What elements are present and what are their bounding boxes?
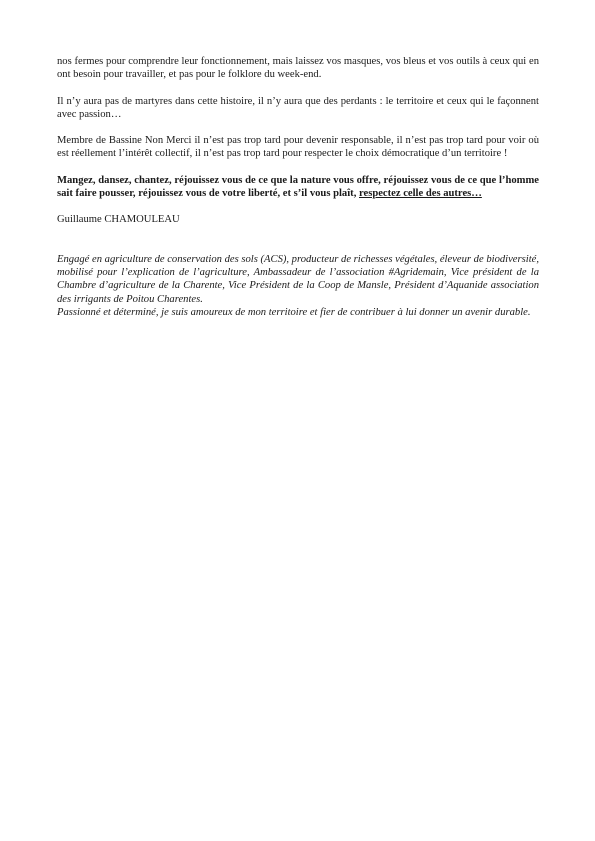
paragraph-intro: nos fermes pour comprendre leur fonctionnement, mais laissez vos masques, vos bleus et vos outils à ceux qui en ont besoin pour travailler, et pas pour le folklore du week-end. bbox=[57, 56, 539, 81]
conclusion-underlined-text: respectez celle des autres… bbox=[359, 187, 482, 199]
author-bio: Engagé en agriculture de conservation des sols (ACS), producteur de richesses végétales, éleveur de biodiversité, mobilisé pour l’explication de l’agriculture, Ambassadeur de l’association #Agridemain, Vice président de la Chambre d’agriculture de la Charente, Vice Président de la Coop de Mansle, Président d’Aquanide association des irrigants de Poitou Charentes. bbox=[57, 253, 539, 305]
paragraph-conclusion bbox=[57, 174, 539, 200]
paragraph-bassine: Membre de Bassine Non Merci il n’est pas trop tard pour devenir responsable, il n’est pas trop tard pour voir où est réellement l’intérêt collectif, il n’est pas trop tard pour respecter le choix démocratique d’un territoire ! bbox=[57, 135, 539, 160]
paragraph-martyrs: Il n’y aura pas de martyres dans cette histoire, il n’y aura que des perdants : le territoire et ceux qui le façonnent avec passion… bbox=[57, 95, 539, 120]
conclusion-text: Mangez, dansez, chantez, réjouissez vous de ce que la nature vous offre, réjouissez vous de ce que l’homme sait faire pousser, réjouissez vous de votre liberté, et s’il vous plaît, bbox=[57, 174, 539, 199]
author-signature: Guillaume CHAMOULEAU bbox=[57, 214, 180, 226]
author-bio-closing: Passionné et déterminé, je suis amoureux de mon territoire et fier de contribuer à lui donner un avenir durable. bbox=[57, 306, 531, 318]
document-body bbox=[57, 55, 539, 319]
